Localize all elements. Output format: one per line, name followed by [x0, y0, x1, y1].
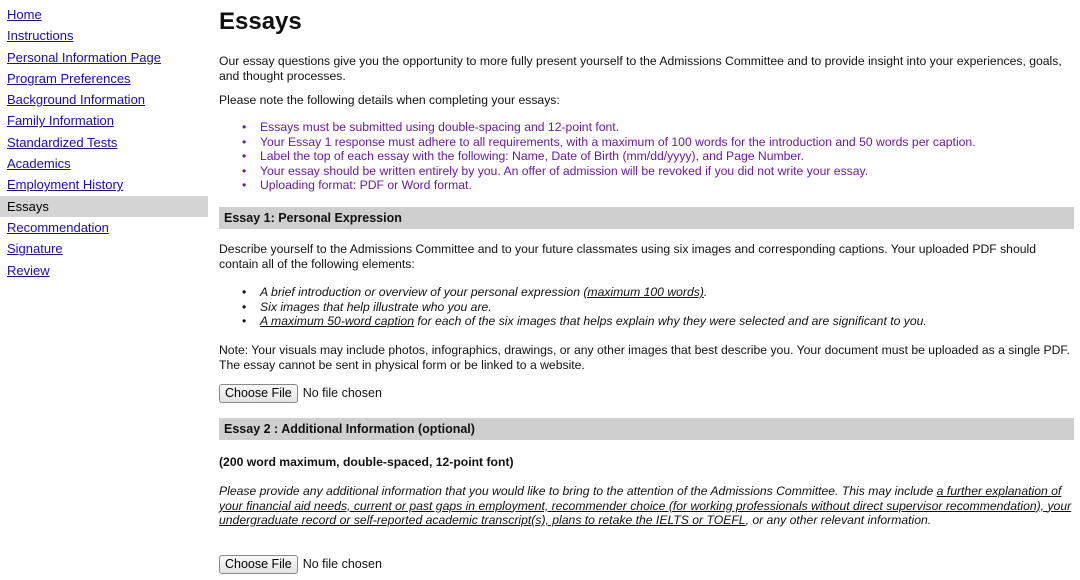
sidebar-item-family-information[interactable]: Family Information	[7, 113, 114, 129]
essay1-prompt: Describe yourself to the Admissions Committee and to your future classmates using six images and corresponding captions. Your uploaded PDF should contain all of the following elements:	[219, 242, 1036, 271]
note-heading: Please note the following details when completing your essays:	[219, 93, 560, 107]
list-item	[219, 314, 1074, 329]
element1-link[interactable]: (maximum 100 words)	[583, 285, 704, 299]
element3-text: for each of the six images that helps explain why they were selected and are significant to you.	[413, 314, 927, 328]
sidebar-item-academics[interactable]: Academics	[7, 156, 71, 172]
sidebar-item-program-preferences[interactable]: Program Preferences	[7, 70, 131, 86]
sidebar-item-instructions[interactable]: Instructions	[7, 28, 74, 44]
list-item	[219, 300, 1074, 315]
essay1-header: Essay 1: Personal Expression	[219, 207, 1074, 229]
essay2-text-end: , or any other relevant information.	[745, 513, 932, 527]
essay2-choose-file-button[interactable]: Choose File	[219, 555, 298, 574]
list-item: • Uploading format: PDF or Word format.	[219, 178, 1074, 193]
sidebar-item-background-information[interactable]: Background Information	[7, 92, 146, 108]
page-title: Essays	[219, 8, 302, 35]
essay1-file-status: No file chosen	[302, 386, 382, 401]
essay2-text-start: Please provide any additional information that you would like to bring to the attention of the Admissions Committee. This may include	[219, 484, 937, 498]
essay1-choose-file-button[interactable]: Choose File	[219, 384, 298, 403]
essay2-text-link[interactable]: a further explanation of your financial aid needs, current or past gaps in employment, recommender choice (for working professionals without direct supervisor recommendation), your undergraduate record or self-reported academic transcript(s), plans to retake the IELTS or TOEFL	[219, 484, 1072, 527]
sidebar-item-home[interactable]: Home	[7, 7, 42, 22]
requirements-list	[219, 120, 1074, 193]
list-item: • Essays must be submitted using double-spacing and 12-point font.	[219, 120, 1074, 135]
element1-end: .	[703, 285, 708, 299]
list-item	[219, 285, 1074, 300]
sidebar-item-essays[interactable]: Essays	[0, 196, 208, 217]
essay2-instructions	[219, 484, 1074, 528]
sidebar-item-employment-history[interactable]: Employment History	[7, 177, 124, 193]
element1-text: A brief introduction or overview of your personal expression	[260, 285, 584, 299]
list-item: • Your essay should be written entirely by you. An offer of admission will be revoked if you did not write your essay.	[219, 164, 1074, 179]
sidebar-item-personal-information[interactable]: Personal Information Page	[7, 49, 161, 65]
sidebar-item-standardized-tests[interactable]: Standardized Tests	[7, 134, 118, 150]
list-item: • Your Essay 1 response must adhere to all requirements, with a maximum of 100 words for the introduction and 50 words per caption.	[219, 135, 1074, 150]
list-item: • Label the top of each essay with the following: Name, Date of Birth (mm/dd/yyyy), and Page Number.	[219, 149, 1074, 164]
essay2-file-upload	[219, 555, 382, 574]
essay2-header: Essay 2 : Additional Information (optional)	[219, 418, 1074, 440]
sidebar-item-recommendation[interactable]: Recommendation	[7, 219, 109, 235]
essay1-elements-list	[219, 285, 1074, 329]
essay2-file-status: No file chosen	[302, 557, 382, 572]
essay1-file-upload	[219, 384, 382, 403]
intro-text: Our essay questions give you the opportunity to more fully present yourself to the Admissions Committee and to provide insight into your experiences, goals, and thought processes.	[219, 54, 1062, 83]
element2-text: Six images that help illustrate who you are.	[260, 299, 492, 314]
sidebar-item-signature[interactable]: Signature	[7, 241, 63, 257]
essay1-note: Note: Your visuals may include photos, infographics, drawings, or any other images that best describe you. Your document must be uploaded as a single PDF. The essay cannot be sent in physical form or be linked to a website.	[219, 343, 1070, 372]
element3-link[interactable]: A maximum 50-word caption	[260, 314, 414, 328]
essay2-limits: (200 word maximum, double-spaced, 12-point font)	[219, 455, 514, 469]
sidebar-item-review[interactable]: Review	[7, 262, 50, 278]
sidebar-nav	[0, 4, 208, 281]
